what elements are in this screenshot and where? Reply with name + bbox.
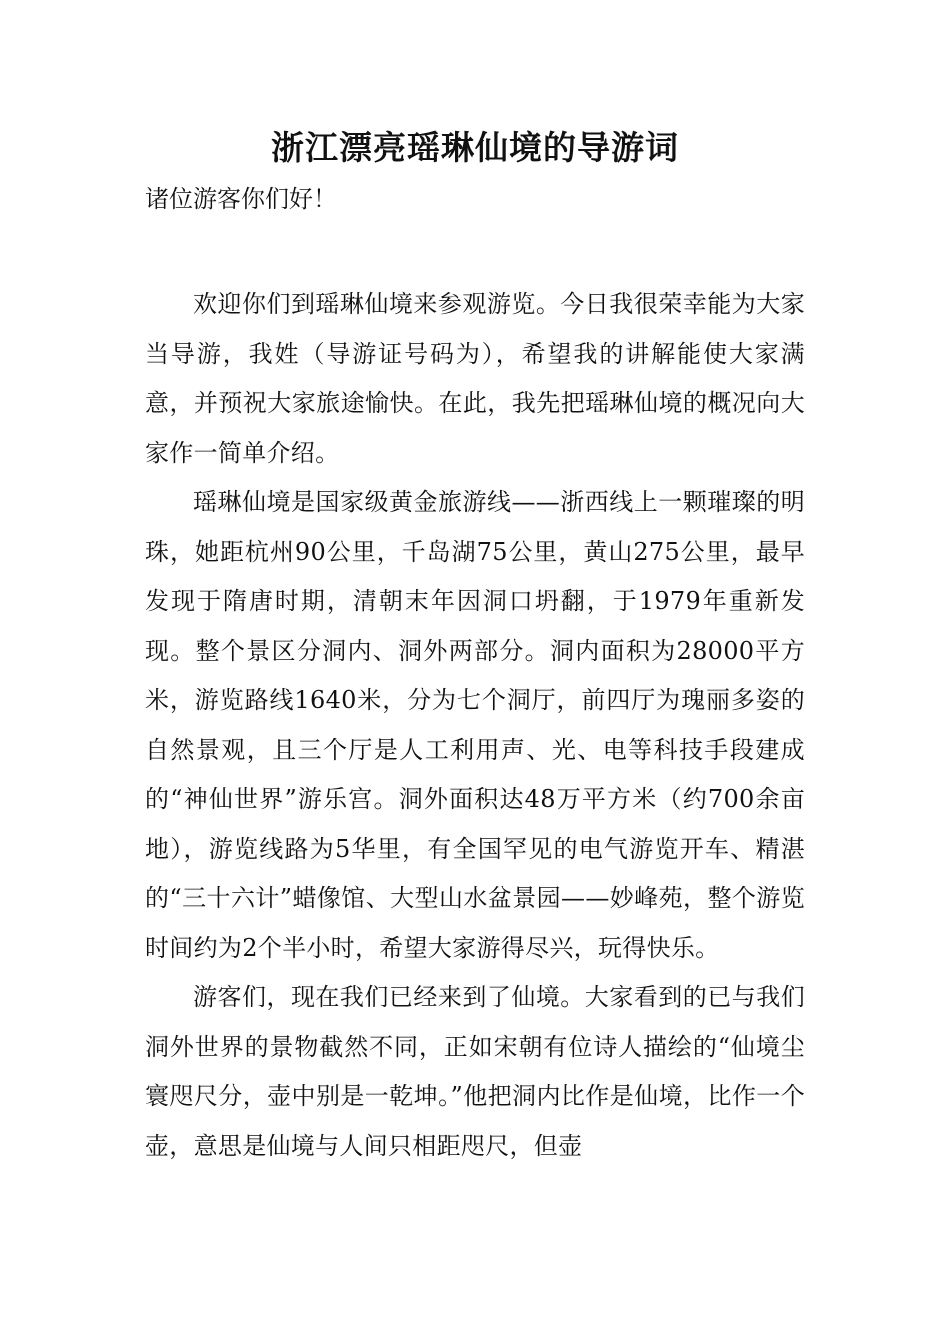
document-body: [145, 280, 805, 1171]
greeting-line: 诸位游客你们好！: [145, 185, 337, 213]
document-title: 浙江漂亮瑶琳仙境的导游词: [271, 128, 679, 167]
paragraph-overview: 瑶琳仙境是国家级黄金旅游线——浙西线上一颗璀璨的明珠，她距杭州90公里，千岛湖75公里，黄山275公里，最早发现于隋唐时期，清朝末年因洞口坍翻，于1979年重新发现。整个景区分洞内、洞外两部分。洞内面积为28000平方米，游览路线1640米，分为七个洞厅，前四厅为瑰丽多姿的自然景观，且三个厅是人工利用声、光、电等科技手段建成的“神仙世界”游乐宫。洞外面积达48万平方米（约700余亩地），游览线路为5华里，有全国罕见的电气游览开车、精湛的“三十六计”蜡像馆、大型山水盆景园——妙峰苑，整个游览时间约为2个半小时，希望大家游得尽兴，玩得快乐。: [145, 488, 805, 962]
paragraph-intro: 欢迎你们到瑶琳仙境来参观游览。今日我很荣幸能为大家当导游，我姓（导游证号码为），希望我的讲解能使大家满意，并预祝大家旅途愉快。在此，我先把瑶琳仙境的概况向大家作一简单介绍。: [145, 290, 805, 467]
paragraph-entering-cave: 游客们，现在我们已经来到了仙境。大家看到的已与我们洞外世界的景物截然不同，正如宋朝有位诗人描绘的“仙境尘寰咫尺分，壶中别是一乾坤。”他把洞内比作是仙境，比作一个壶，意思是仙境与人间只相距咫尺，但壶: [145, 983, 805, 1160]
